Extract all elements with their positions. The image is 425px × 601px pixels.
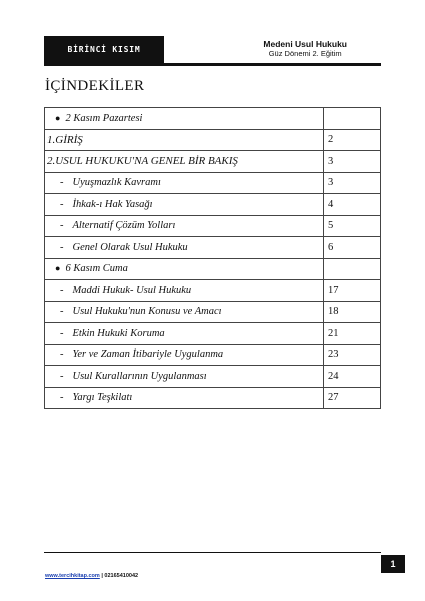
toc-entry-title: Usul Kurallarının Uygulanması	[72, 370, 207, 382]
toc-entry-page	[324, 258, 381, 280]
toc-entry-title: 1.GİRİŞ	[47, 133, 83, 146]
toc-entry-page	[324, 108, 381, 130]
dash-marker: -	[60, 177, 64, 189]
toc-entry-page: 6	[324, 237, 381, 259]
toc-entry-title-cell	[45, 323, 324, 345]
toc-entry-page: 18	[324, 301, 381, 323]
toc-entry-title: Yargı Teşkilatı	[72, 392, 133, 404]
footer-url-link[interactable]: www.tercihkitap.com	[45, 573, 100, 579]
toc-row	[45, 129, 381, 151]
toc-entry-page: 23	[324, 344, 381, 366]
toc-entry-title-cell	[45, 280, 324, 302]
toc-entry-page: 3	[324, 151, 381, 173]
dash-marker: -	[60, 241, 64, 253]
dash-marker: -	[60, 198, 64, 210]
toc-row	[45, 323, 381, 345]
toc-entry-title: Genel Olarak Usul Hukuku	[72, 241, 188, 253]
toc-entry-title: Usul Hukuku'nun Konusu ve Amacı	[72, 306, 222, 318]
toc-entry-title-cell	[45, 108, 324, 130]
toc-entry-title: Etkin Hukuki Koruma	[72, 327, 165, 339]
toc-row	[45, 215, 381, 237]
toc-row	[45, 237, 381, 259]
course-title: Medeni Usul Hukuku	[263, 39, 347, 49]
bullet-icon: ●	[55, 112, 61, 123]
toc-entry-page: 5	[324, 215, 381, 237]
dash-marker: -	[60, 327, 64, 339]
section-tag: BİRİNCİ KISIM	[44, 36, 164, 63]
dash-marker: -	[60, 220, 64, 232]
header-course-info	[263, 39, 347, 59]
toc-heading: İÇİNDEKİLER	[45, 78, 145, 94]
toc-row	[45, 366, 381, 388]
toc-entry-page: 4	[324, 194, 381, 216]
toc-row	[45, 344, 381, 366]
toc-entry-page: 2	[324, 129, 381, 151]
toc-entry-title-cell	[45, 215, 324, 237]
toc-entry-title: İhkak-ı Hak Yasağı	[72, 198, 153, 210]
toc-entry-title-cell	[45, 344, 324, 366]
toc-entry-title: Uyuşmazlık Kavramı	[72, 177, 161, 189]
toc-row	[45, 108, 381, 130]
toc-row	[45, 301, 381, 323]
toc-entry-title: Yer ve Zaman İtibariyle Uygulanma	[72, 349, 224, 361]
toc-row	[45, 194, 381, 216]
toc-entry-title-cell	[45, 258, 324, 280]
toc-entry-title: Maddi Hukuk- Usul Hukuku	[72, 284, 192, 296]
toc-entry-page: 27	[324, 387, 381, 409]
dash-marker: -	[60, 349, 64, 361]
semester-label: Güz Dönemi 2. Eğitim	[268, 49, 342, 58]
page-header	[44, 36, 381, 66]
page-number: 1	[381, 555, 405, 573]
toc-entry-title-cell	[45, 151, 324, 173]
toc-entry-title-cell	[45, 194, 324, 216]
toc-entry-title: 2 Kasım Pazartesi	[65, 112, 143, 124]
dash-marker: -	[60, 370, 64, 382]
footer-separator: |	[101, 573, 103, 579]
toc-row	[45, 280, 381, 302]
footer-info	[45, 573, 138, 579]
toc-entry-title-cell	[45, 237, 324, 259]
toc-entry-page: 17	[324, 280, 381, 302]
footer-rule	[44, 552, 381, 553]
toc-entry-title-cell	[45, 387, 324, 409]
toc-row	[45, 387, 381, 409]
toc-entry-page: 21	[324, 323, 381, 345]
bullet-icon: ●	[55, 263, 61, 274]
toc-entry-title: 2.USUL HUKUKU'NA GENEL BİR BAKIŞ	[47, 155, 238, 168]
toc-entry-title-cell	[45, 301, 324, 323]
toc-table	[44, 107, 381, 409]
toc-entry-title: 6 Kasım Cuma	[65, 263, 128, 275]
header-rule	[44, 63, 381, 66]
toc-entry-page: 3	[324, 172, 381, 194]
toc-entry-page: 24	[324, 366, 381, 388]
toc-entry-title-cell	[45, 129, 324, 151]
toc-entry-title-cell	[45, 172, 324, 194]
dash-marker: -	[60, 284, 64, 296]
toc-row	[45, 172, 381, 194]
dash-marker: -	[60, 306, 64, 318]
footer-phone: 02165410042	[104, 573, 139, 579]
toc-row	[45, 258, 381, 280]
toc-entry-title: Alternatif Çözüm Yolları	[72, 220, 176, 232]
dash-marker: -	[60, 392, 64, 404]
toc-entry-title-cell	[45, 366, 324, 388]
toc-row	[45, 151, 381, 173]
